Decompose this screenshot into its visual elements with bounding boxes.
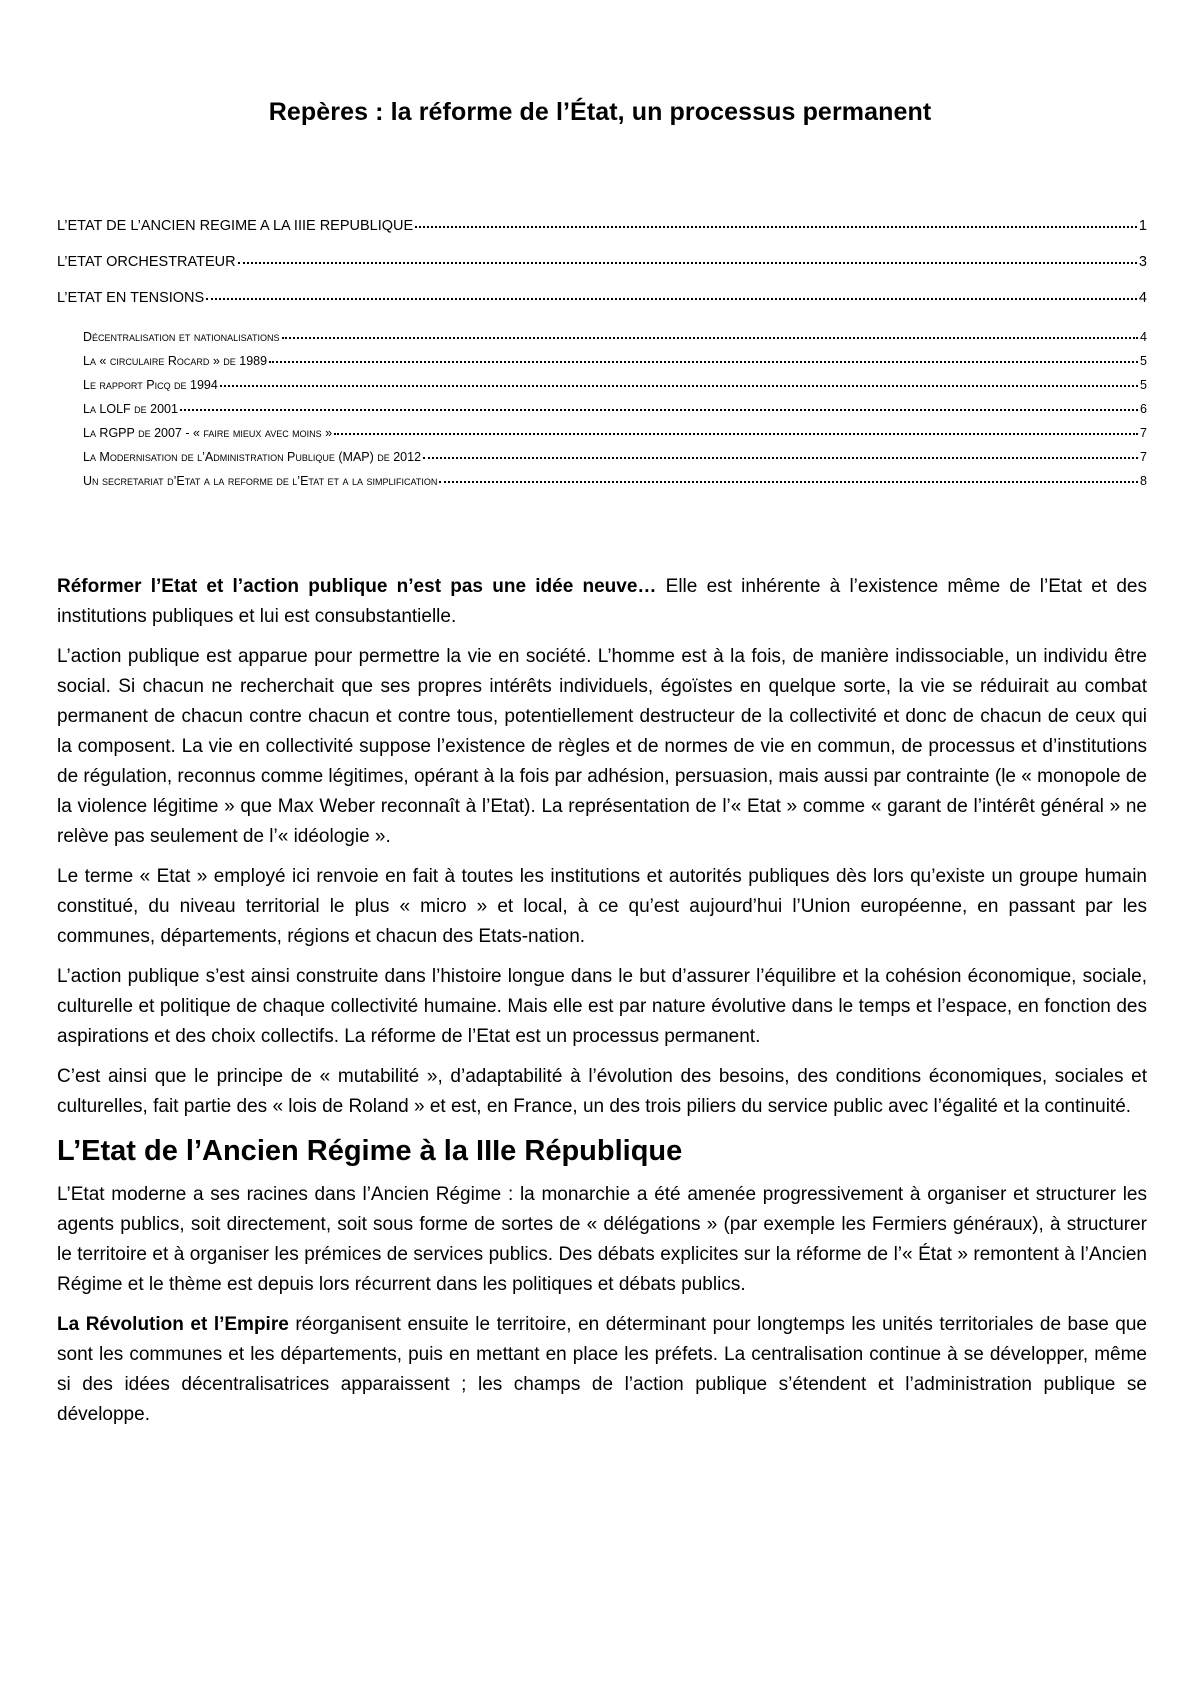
toc-entry-page: 8 (1140, 474, 1147, 488)
toc-entry-label: L’ETAT DE L’ANCIEN REGIME A LA IIIE REPUBLIQUE (57, 218, 414, 234)
toc-leader-dots (269, 361, 1138, 363)
toc-entry[interactable] (57, 218, 1147, 234)
toc-entry-page: 5 (1140, 354, 1147, 368)
toc-entry-page: 4 (1140, 330, 1147, 344)
paragraph: L’action publique est apparue pour permettre la vie en société. L’homme est à la fois, de manière indissociable, un individu être social. Si chacun ne recherchait que ses propres intérêts individuels, égoïstes en quelque sorte, la vie se réduirait au combat permanent de chacun contre chacun et contre tous, potentiellement destructeur de la collectivité et donc de chacun de ceux qui la composent. La vie en collectivité suppose l’existence de règles et de normes de vie en commun, de processus et d’institutions de régulation, reconnus comme légitimes, opérant à la fois par adhésion, persuasion, mais aussi par contrainte (le « monopole de la violence légitime » que Max Weber reconnaît à l’Etat). La représentation de l’« Etat » comme « garant de l’intérêt général » ne relève pas seulement de l’« idéologie ». (57, 646, 1147, 847)
toc-entry-label: La RGPP de 2007 - « faire mieux avec moins » (83, 426, 333, 440)
toc-entry-page: 3 (1138, 254, 1147, 270)
toc-leader-dots (180, 409, 1138, 411)
toc-entry[interactable] (83, 378, 1147, 392)
toc-leader-dots (238, 262, 1137, 264)
toc-entry[interactable] (83, 474, 1147, 488)
toc-entry-label: La LOLF de 2001 (83, 402, 178, 416)
paragraph-lead: La Révolution et l’Empire (57, 1314, 289, 1335)
document-body (57, 572, 1147, 1440)
page-title: Repères : la réforme de l’État, un processus permanent (268, 98, 932, 126)
toc-entry-page: 4 (1138, 290, 1147, 306)
paragraph (57, 572, 1147, 632)
toc-entry-page: 7 (1140, 426, 1147, 440)
toc-leader-dots (415, 226, 1137, 228)
section-heading: L’Etat de l’Ancien Régime à la IIIe République (57, 1135, 683, 1167)
toc-leader-dots (282, 337, 1139, 339)
toc-entry-page: 1 (1138, 218, 1147, 234)
toc-leader-dots (334, 433, 1138, 435)
paragraph-lead: Réformer l’Etat et l’action publique n’est pas une idée neuve… (57, 576, 657, 597)
toc-entry-page: 5 (1140, 378, 1147, 392)
toc-entry[interactable] (83, 450, 1147, 464)
toc-entry-label: L’ETAT EN TENSIONS (57, 290, 205, 306)
toc-leader-dots (439, 481, 1138, 483)
toc-entry-label: Un secretariat d’Etat a la reforme de l’Etat et a la simplification (83, 474, 438, 488)
toc-entry-label: L’ETAT ORCHESTRATEUR (57, 254, 236, 270)
toc-entry-label: Décentralisation et nationalisations (83, 330, 280, 344)
toc-entry-label: La Modernisation de l’Administration Publique (MAP) de 2012 (83, 450, 422, 464)
toc-leader-dots (220, 385, 1138, 387)
toc-entry[interactable] (57, 254, 1147, 270)
toc-entry[interactable] (83, 426, 1147, 440)
paragraph (57, 1310, 1147, 1430)
toc-entry-page: 7 (1140, 450, 1147, 464)
toc-entry[interactable] (83, 330, 1147, 344)
toc-leader-dots (423, 457, 1138, 459)
toc-entry-label: La « circulaire Rocard » de 1989 (83, 354, 268, 368)
toc-entry-label: Le rapport Picq de 1994 (83, 378, 218, 392)
paragraph-text: réorganisent ensuite le territoire, en déterminant pour longtemps les unités territoriales de base que sont les communes et les départements, puis en mettant en place les préfets. La centralisation continue à se développer, même si des idées décentralisatrices apparaissent ; les champs de l’action publique s’étendent et l’administration publique se développe. (57, 1314, 1147, 1425)
toc-leader-dots (206, 298, 1137, 300)
paragraph: L’action publique s’est ainsi construite dans l’histoire longue dans le but d’assurer l’équilibre et la cohésion économique, sociale, culturelle et politique de chaque collectivité humaine. Mais elle est par nature évolutive dans le temps et l’espace, en fonction des aspirations et des choix collectifs. La réforme de l’Etat est un processus permanent. (57, 966, 1147, 1047)
paragraph: Le terme « Etat » employé ici renvoie en fait à toutes les institutions et autorités publiques dès lors qu’existe un groupe humain constitué, du niveau territorial le plus « micro » et local, à ce qu’est aujourd’hui l’Union européenne, en passant par les communes, départements, régions et chacun des Etats-nation. (57, 866, 1147, 947)
toc-entry[interactable] (83, 354, 1147, 368)
paragraph-text: Elle est inhérente à l’existence même de l’Etat et des institutions publiques et lui est consubstantielle. (57, 576, 1147, 627)
toc-entry[interactable] (57, 290, 1147, 306)
paragraph: C’est ainsi que le principe de « mutabilité », d’adaptabilité à l’évolution des besoins, des conditions économiques, sociales et culturelles, fait partie des « lois de Roland » et est, en France, un des trois piliers du service public avec l’égalité et la continuité. (57, 1066, 1147, 1117)
toc-entry[interactable] (83, 402, 1147, 416)
toc-entry-page: 6 (1140, 402, 1147, 416)
paragraph: L’Etat moderne a ses racines dans l’Ancien Régime : la monarchie a été amenée progressivement à organiser et structurer les agents publics, soit directement, soit sous forme de sortes de « délégations » (par exemple les Fermiers généraux), à structurer le territoire et à organiser les prémices de services publics. Des débats explicites sur la réforme de l’« État » remontent à l’Ancien Régime et le thème est depuis lors récurrent dans les politiques et débats publics. (57, 1184, 1147, 1295)
